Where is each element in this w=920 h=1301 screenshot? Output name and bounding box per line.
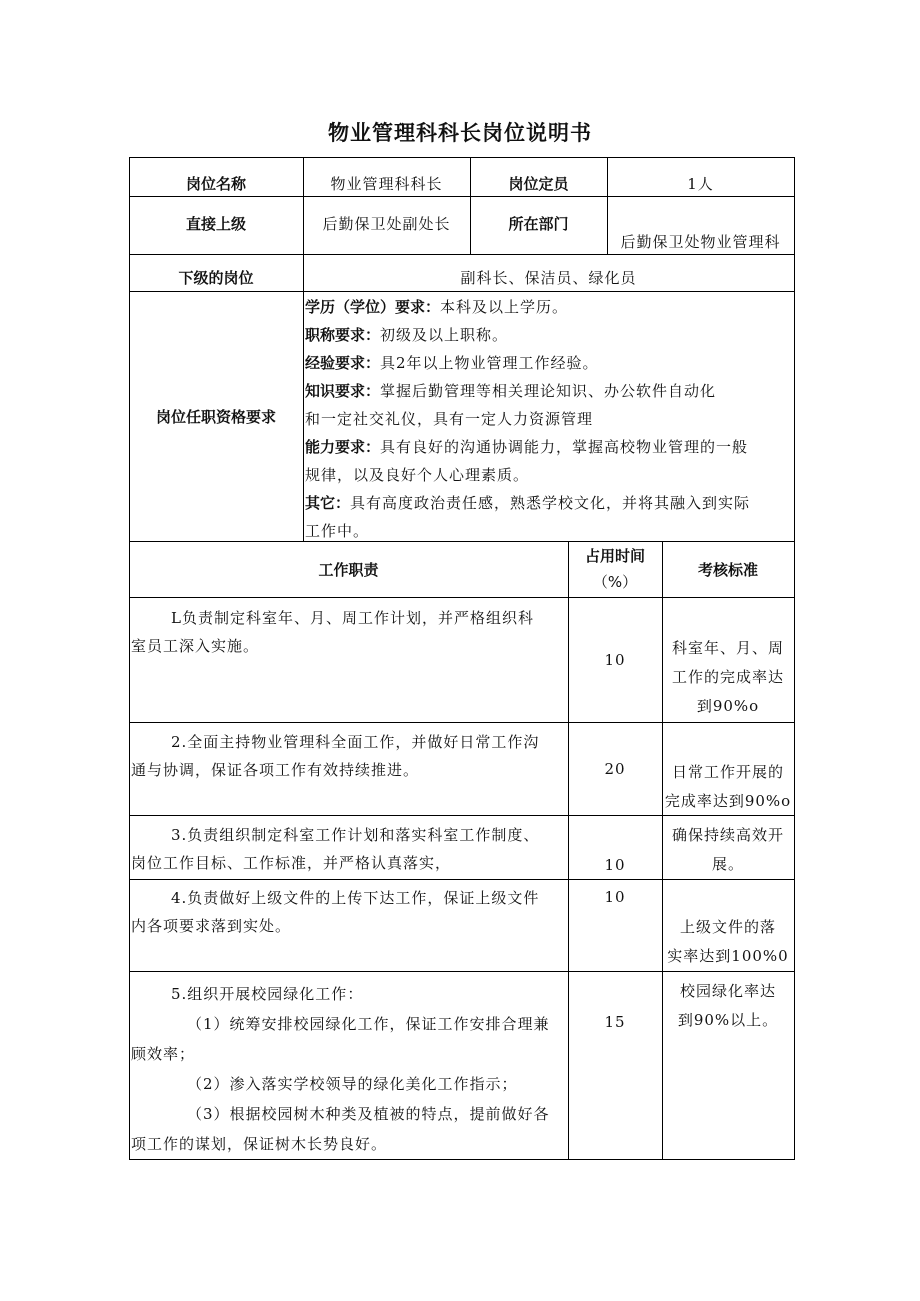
duty-cell: L负责制定科室年、月、周工作计划，并严格组织科 室员工深入实施。 <box>131 609 534 655</box>
qualification-item: 经验要求：具2年以上物业管理工作经验。 <box>305 354 599 372</box>
subordinate-label: 下级的岗位 <box>178 269 254 287</box>
duty-cell: 4.负责做好上级文件的上传下达工作，保证上级文件 内各项要求落到实处。 <box>131 889 540 935</box>
qualification-item: 能力要求：具有良好的沟通协调能力，掌握高校物业管理的一般 规律，以及良好个人心理素质。 <box>305 438 749 484</box>
superior-value: 后勤保卫处副处长 <box>322 215 451 233</box>
qualification-item: 学历（学位）要求：本科及以上学历。 <box>305 298 569 316</box>
standard-header: 考核标准 <box>697 561 758 579</box>
duty-cell: 2.全面主持物业管理科全面工作，并做好日常工作沟 通与协调，保证各项工作有效持续推进。 <box>131 733 540 779</box>
standard-cell: 上级文件的落 实率达到100%0 <box>667 918 789 965</box>
standard-cell: 日常工作开展的 完成率达到90%o <box>664 763 792 810</box>
duty-cell: 5.组织开展校园绿化工作： （1）统筹安排校园绿化工作，保证工作安排合理兼 顾效率； （2）渗入落实学校领导的绿化美化工作指示； （3）根据校园树木种类及植被的特点，提前做好各 项工作的谋划，保证树木长势良好。 <box>131 985 550 1153</box>
standard-cell: 科室年、月、周 工作的完成率达 到90%o <box>671 639 784 715</box>
qualifications-list <box>305 293 792 545</box>
position-name-label: 岗位名称 <box>185 175 246 193</box>
time-cell: 10 <box>604 856 626 874</box>
qualification-item: 其它：具有高度政治责任感，熟悉学校文化，并将其融入到实际 工作中。 <box>305 494 751 540</box>
duty-cell: 3.负责组织制定科室工作计划和落实科室工作制度、 岗位工作目标、工作标准，并严格认真落实， <box>131 826 540 872</box>
time-cell: 15 <box>604 1013 626 1031</box>
qualification-item: 知识要求：掌握后勤管理等相关理论知识、办公软件自动化 和一定社交礼仪，具有一定人力资源管理 <box>305 382 717 428</box>
department-label: 所在部门 <box>508 215 569 233</box>
time-cell: 10 <box>604 888 626 906</box>
qualification-item: 职称要求：初级及以上职称。 <box>305 326 509 344</box>
superior-label: 直接上级 <box>185 215 246 233</box>
standard-cell: 确保持续高效开 展。 <box>671 826 784 873</box>
department-value: 后勤保卫处物业管理科 <box>620 233 781 251</box>
duty-header: 工作职责 <box>318 561 379 579</box>
position-name-value: 物业管理科科长 <box>330 175 443 193</box>
standard-cell: 校园绿化率达 到90%以上。 <box>677 982 779 1029</box>
time-header: 占用时间 （%） <box>584 547 645 591</box>
headcount-value: 1人 <box>687 175 714 193</box>
time-cell: 20 <box>604 760 626 778</box>
page-title: 物业管理科科长岗位说明书 <box>328 121 592 145</box>
subordinate-value: 副科长、保洁员、绿化员 <box>460 269 637 287</box>
headcount-label: 岗位定员 <box>508 175 569 193</box>
time-cell: 10 <box>604 651 626 669</box>
qualifications-label: 岗位任职资格要求 <box>155 408 276 426</box>
